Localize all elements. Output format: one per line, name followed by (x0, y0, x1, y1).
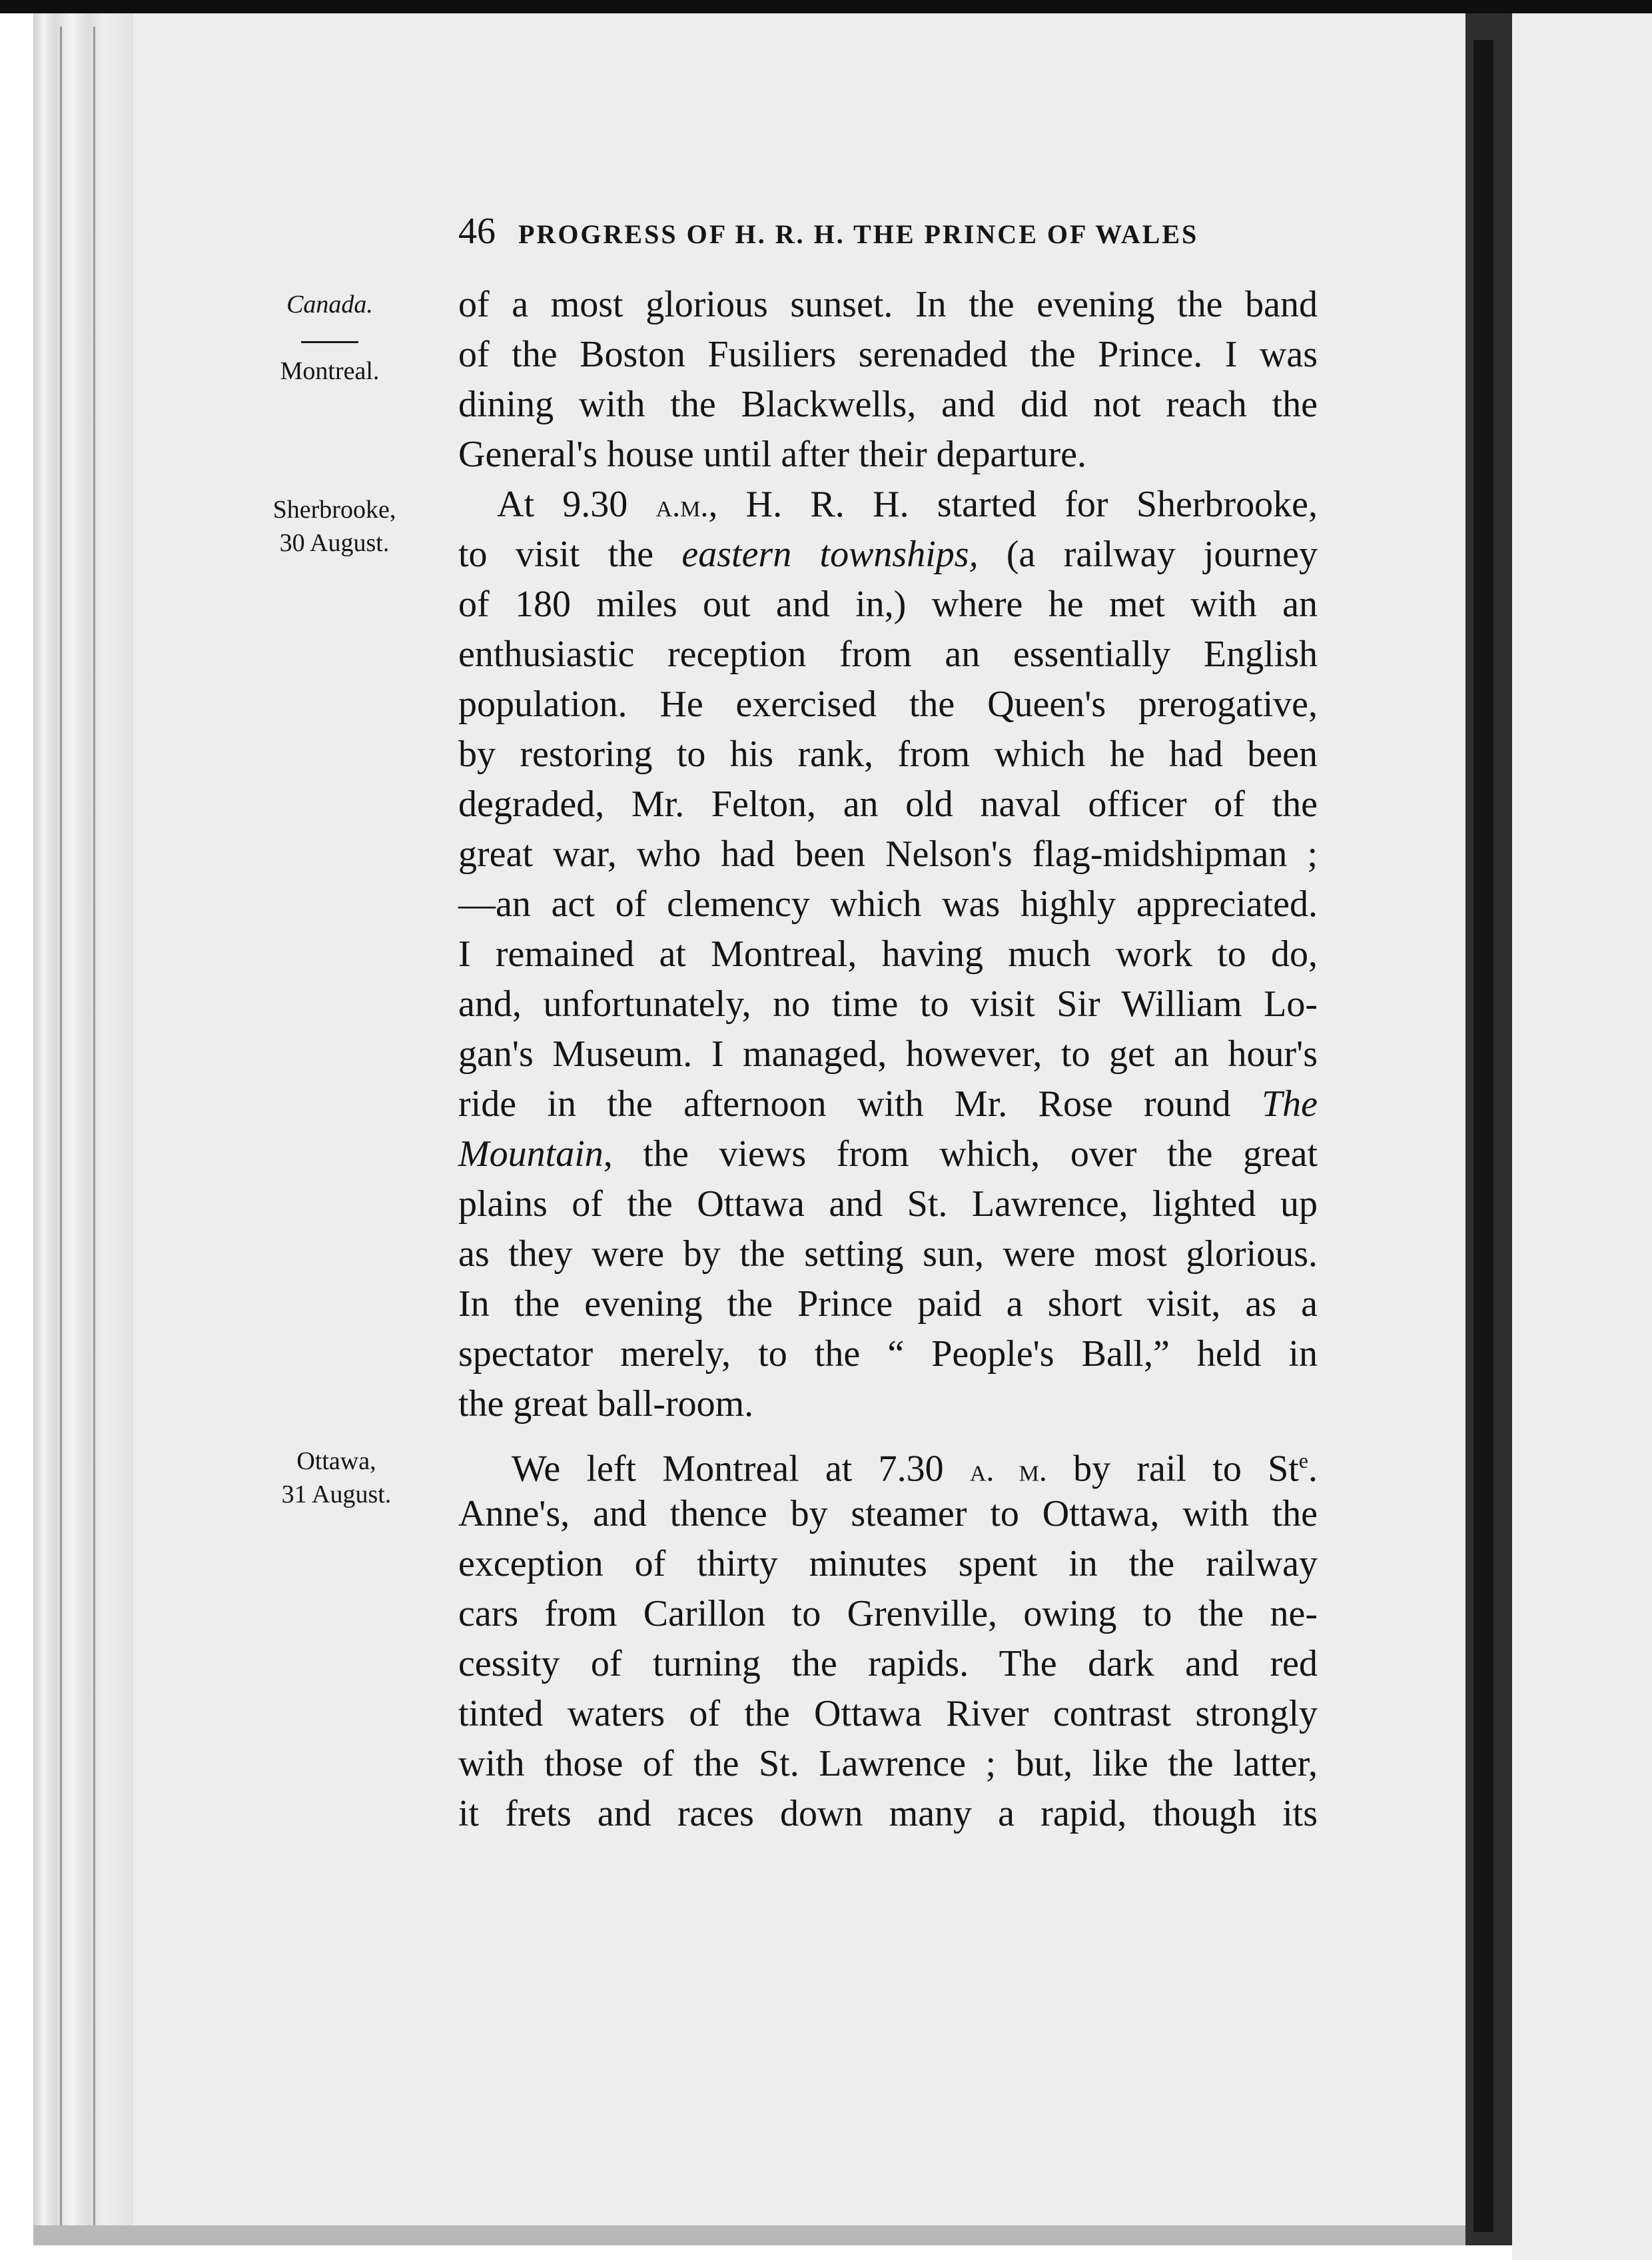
text-line: —an act of clemency which was highly appreciated. (458, 883, 1318, 925)
page-header (458, 210, 1324, 250)
text-line: of the Boston Fusiliers serenaded the Prince. I was (458, 334, 1318, 375)
text-span: , the views from which, over the great (603, 1133, 1318, 1175)
text-line: great war, who had been Nelson's flag-midshipman ; (458, 834, 1318, 875)
text-line: plains of the Ottawa and St. Lawrence, lighted up (458, 1183, 1318, 1225)
margin-note-ottawa-date: 31 August. (281, 1480, 392, 1508)
text-line: of 180 miles out and in,) where he met with an (458, 584, 1318, 625)
text-line: with those of the St. Lawrence ; but, like the latter, (458, 1743, 1318, 1784)
text-line: population. He exercised the Queen's prerogative, (458, 684, 1318, 725)
text-line: spectator merely, to the “ People's Ball,” held in (458, 1333, 1318, 1375)
italic-span: eastern townships, (681, 534, 979, 575)
text-span: by rail to St (1046, 1448, 1299, 1490)
text-line: enthusiastic reception from an essentially English (458, 634, 1318, 675)
book-gutter (1473, 40, 1493, 2232)
page-edge-line (93, 27, 95, 2225)
text-line: of a most glorious sunset. In the evening the band (458, 284, 1318, 325)
text-line: gan's Museum. I managed, however, to get an hour's (458, 1033, 1318, 1075)
text-line: cars from Carillon to Grenville, owing to the ne- (458, 1593, 1318, 1634)
text-line: the great ball-room. (458, 1383, 754, 1424)
margin-note-montreal: Montreal. (280, 357, 380, 385)
text-line (458, 1079, 1318, 1129)
superscript: e (1298, 1448, 1308, 1472)
text-line: I remained at Montreal, having much work to do, (458, 933, 1318, 975)
text-line: and, unfortunately, no time to visit Sir William Lo- (458, 983, 1318, 1025)
text-line: by restoring to his rank, from which he had been (458, 734, 1318, 775)
text-line: cessity of turning the rapids. The dark and red (458, 1643, 1318, 1684)
text-line (458, 1129, 1318, 1179)
text-line (458, 1436, 1318, 1496)
text-line: as they were by the setting sun, were most glorious. (458, 1233, 1318, 1275)
italic-span: Mountain (458, 1133, 604, 1175)
text-span: to visit the (458, 534, 682, 575)
text-line: Anne's, and thence by steamer to Ottawa, with the (458, 1493, 1318, 1534)
time-abbrev: a.m. (655, 488, 709, 524)
text-line: degraded, Mr. Felton, an old naval officer of the (458, 784, 1318, 825)
running-title: PROGRESS OF H. R. H. THE PRINCE OF WALES (518, 219, 1199, 249)
text-span: ride in the afternoon with Mr. Rose round (458, 1083, 1262, 1125)
italic-span: The (1262, 1083, 1318, 1125)
page-bottom-edge (33, 2225, 1512, 2245)
margin-note-sherbrooke-date: 30 August. (279, 529, 390, 557)
margin-note-canada: Canada. (286, 290, 373, 318)
text-line: it frets and races down many a rapid, though its (458, 1793, 1318, 1834)
text-line: dining with the Blackwells, and did not reach the (458, 384, 1318, 425)
text-span: . (1308, 1448, 1318, 1490)
text-span: (a railway journey (978, 534, 1318, 575)
facing-page (1512, 13, 1652, 2260)
scan-border (0, 0, 1652, 13)
margin-note-ottawa-place: Ottawa, (296, 1447, 376, 1475)
margin-rule (301, 341, 358, 343)
time-abbrev: a. m. (969, 1452, 1047, 1488)
page-edges (33, 13, 133, 2239)
text-span: We left Montreal at 7.30 (512, 1448, 970, 1490)
page-number: 46 (458, 211, 496, 252)
page-edge-line (60, 27, 62, 2225)
text-span: At 9.30 (497, 484, 656, 525)
text-line: exception of thirty minutes spent in the railway (458, 1543, 1318, 1584)
text-line (458, 530, 1318, 579)
text-line: In the evening the Prince paid a short visit, as a (458, 1283, 1318, 1325)
text-line (458, 480, 1318, 531)
text-line: tinted waters of the Ottawa River contrast strongly (458, 1693, 1318, 1734)
text-line: General's house until after their departure. (458, 434, 1087, 475)
margin-note-sherbrooke-place: Sherbrooke, (272, 496, 396, 524)
text-span: , H. R. H. started for Sherbrooke, (708, 484, 1318, 525)
